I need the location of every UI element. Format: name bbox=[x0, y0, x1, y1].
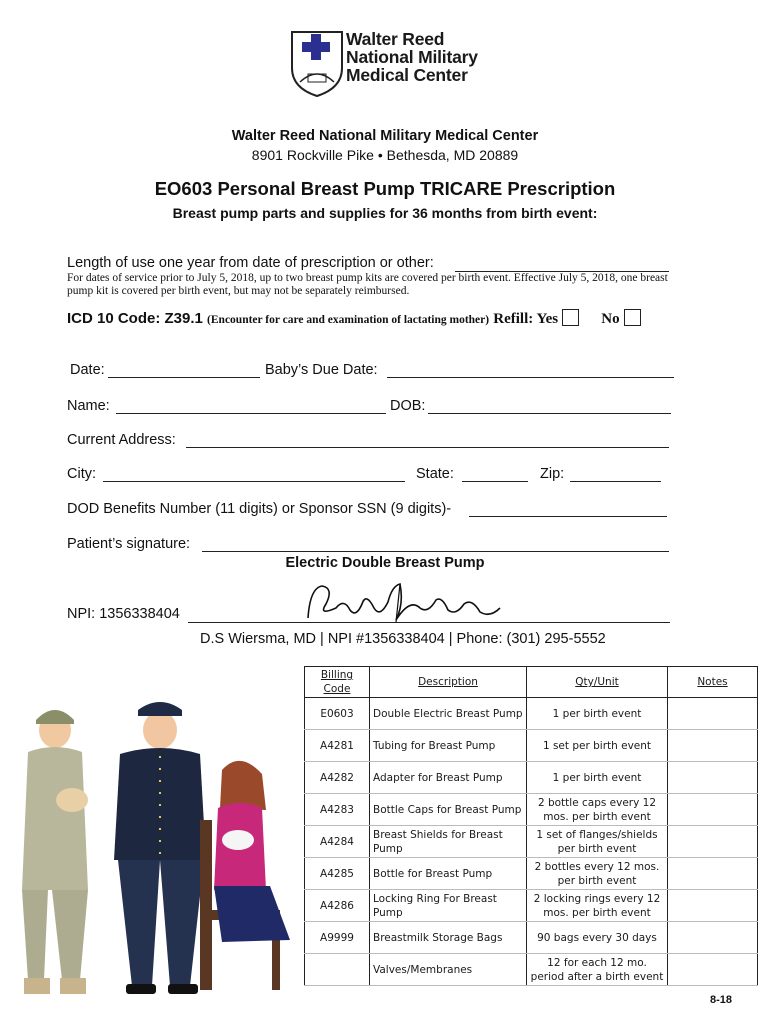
item-notes[interactable] bbox=[668, 698, 758, 730]
item-description: Valves/Membranes bbox=[370, 954, 527, 986]
current-address-input[interactable] bbox=[186, 432, 669, 448]
billing-code: A4282 bbox=[305, 762, 370, 794]
header-notes: Notes bbox=[668, 667, 758, 698]
logo-line-2: National Military bbox=[346, 47, 478, 67]
icd-code-label: ICD 10 Code: Z39.1 bbox=[67, 310, 203, 327]
item-description: Locking Ring For Breast Pump bbox=[370, 890, 527, 922]
item-quantity: 1 per birth event bbox=[527, 698, 668, 730]
form-version-code: 8-18 bbox=[709, 994, 732, 1006]
item-description: Bottle Caps for Breast Pump bbox=[370, 794, 527, 826]
page-subtitle: Breast pump parts and supplies for 36 months from birth event: bbox=[172, 205, 598, 221]
table-row bbox=[305, 922, 758, 954]
table-row bbox=[305, 794, 758, 826]
item-quantity: 2 locking rings every 12 mos. per birth event bbox=[527, 890, 668, 922]
billing-code: A4284 bbox=[305, 826, 370, 858]
item-description: Breast Shields for Breast Pump bbox=[370, 826, 527, 858]
billing-code: E0603 bbox=[305, 698, 370, 730]
organization-name: Walter Reed National Military Medical Center bbox=[231, 128, 539, 144]
city-label: City: bbox=[67, 466, 96, 482]
refill-no-label: No bbox=[601, 311, 620, 327]
city-input[interactable] bbox=[103, 466, 405, 482]
organization-address: 8901 Rockville Pike • Bethesda, MD 20889 bbox=[251, 147, 519, 163]
logo-line-1: Walter Reed bbox=[346, 29, 445, 49]
coverage-notice: For dates of service prior to July 5, 2018, up to two breast pump kits are covered per birth event. Effective July 5, 2018, one breast pump kit is covered per birth event, but may not be separately reimbursed. bbox=[67, 272, 668, 297]
npi-label: NPI: 1356338404 bbox=[67, 606, 180, 622]
section-heading: Electric Double Breast Pump bbox=[285, 555, 485, 571]
item-quantity: 90 bags every 30 days bbox=[527, 922, 668, 954]
refill-yes-checkbox[interactable] bbox=[562, 309, 579, 326]
length-of-use-input[interactable] bbox=[455, 256, 669, 272]
dob-input[interactable] bbox=[428, 398, 671, 414]
billing-code bbox=[305, 954, 370, 986]
prescriber-signature-image bbox=[300, 578, 510, 628]
zip-input[interactable] bbox=[570, 466, 661, 482]
date-label: Date: bbox=[70, 362, 105, 378]
zip-label: Zip: bbox=[540, 466, 565, 482]
item-notes[interactable] bbox=[668, 826, 758, 858]
date-input[interactable] bbox=[108, 362, 260, 378]
table-row bbox=[305, 858, 758, 890]
item-quantity: 1 per birth event bbox=[527, 762, 668, 794]
item-description: Breastmilk Storage Bags bbox=[370, 922, 527, 954]
item-notes[interactable] bbox=[668, 858, 758, 890]
length-of-use-label: Length of use one year from date of prescription or other: bbox=[67, 255, 434, 271]
due-date-input[interactable] bbox=[387, 362, 674, 378]
item-quantity: 1 set per birth event bbox=[527, 730, 668, 762]
header-billing-code: Billing Code bbox=[305, 667, 370, 698]
item-quantity: 2 bottle caps every 12 mos. per birth event bbox=[527, 794, 668, 826]
item-description: Tubing for Breast Pump bbox=[370, 730, 527, 762]
dob-label: DOB: bbox=[390, 398, 426, 414]
item-description: Double Electric Breast Pump bbox=[370, 698, 527, 730]
dod-benefits-input[interactable] bbox=[469, 501, 667, 517]
patient-signature-label: Patient’s signature: bbox=[67, 536, 191, 552]
military-family-illustration bbox=[0, 690, 310, 1000]
billing-codes-table bbox=[304, 666, 758, 986]
billing-code: A4286 bbox=[305, 890, 370, 922]
billing-code: A9999 bbox=[305, 922, 370, 954]
table-header-row bbox=[305, 667, 758, 698]
name-label: Name: bbox=[67, 398, 110, 414]
billing-code: A4283 bbox=[305, 794, 370, 826]
item-description: Bottle for Breast Pump bbox=[370, 858, 527, 890]
refill-yes-label: Refill: Yes bbox=[493, 311, 559, 327]
header-description: Description bbox=[370, 667, 527, 698]
logo-line-3: Medical Center bbox=[346, 65, 468, 85]
patient-signature-input[interactable] bbox=[202, 536, 669, 552]
icd-code-description: (Encounter for care and examination of lactating mother) bbox=[207, 314, 490, 326]
table-row bbox=[305, 954, 758, 986]
item-notes[interactable] bbox=[668, 794, 758, 826]
billing-code: A4281 bbox=[305, 730, 370, 762]
current-address-label: Current Address: bbox=[67, 432, 176, 448]
icd-code-row bbox=[67, 309, 645, 328]
name-input[interactable] bbox=[116, 398, 386, 414]
item-quantity: 12 for each 12 mo. period after a birth event bbox=[527, 954, 668, 986]
item-quantity: 2 bottles every 12 mos. per birth event bbox=[527, 858, 668, 890]
item-notes[interactable] bbox=[668, 954, 758, 986]
table-row bbox=[305, 890, 758, 922]
due-date-label: Baby’s Due Date: bbox=[265, 362, 378, 378]
table-row bbox=[305, 730, 758, 762]
state-input[interactable] bbox=[462, 466, 528, 482]
item-description: Adapter for Breast Pump bbox=[370, 762, 527, 794]
table-row bbox=[305, 698, 758, 730]
refill-no-checkbox[interactable] bbox=[624, 309, 641, 326]
item-quantity: 1 set of flanges/shields per birth event bbox=[527, 826, 668, 858]
table-row bbox=[305, 762, 758, 794]
state-label: State: bbox=[416, 466, 454, 482]
dod-benefits-label: DOD Benefits Number (11 digits) or Sponsor SSN (9 digits)- bbox=[67, 501, 452, 517]
item-notes[interactable] bbox=[668, 922, 758, 954]
item-notes[interactable] bbox=[668, 730, 758, 762]
prescriber-details: D.S Wiersma, MD | NPI #1356338404 | Phone: (301) 295-5552 bbox=[200, 631, 606, 647]
header-qty-unit: Qty/Unit bbox=[527, 667, 668, 698]
logo-text bbox=[346, 30, 478, 84]
table-row bbox=[305, 826, 758, 858]
item-notes[interactable] bbox=[668, 890, 758, 922]
billing-code: A4285 bbox=[305, 858, 370, 890]
item-notes[interactable] bbox=[668, 762, 758, 794]
page-title: EO603 Personal Breast Pump TRICARE Prescription bbox=[154, 178, 616, 199]
